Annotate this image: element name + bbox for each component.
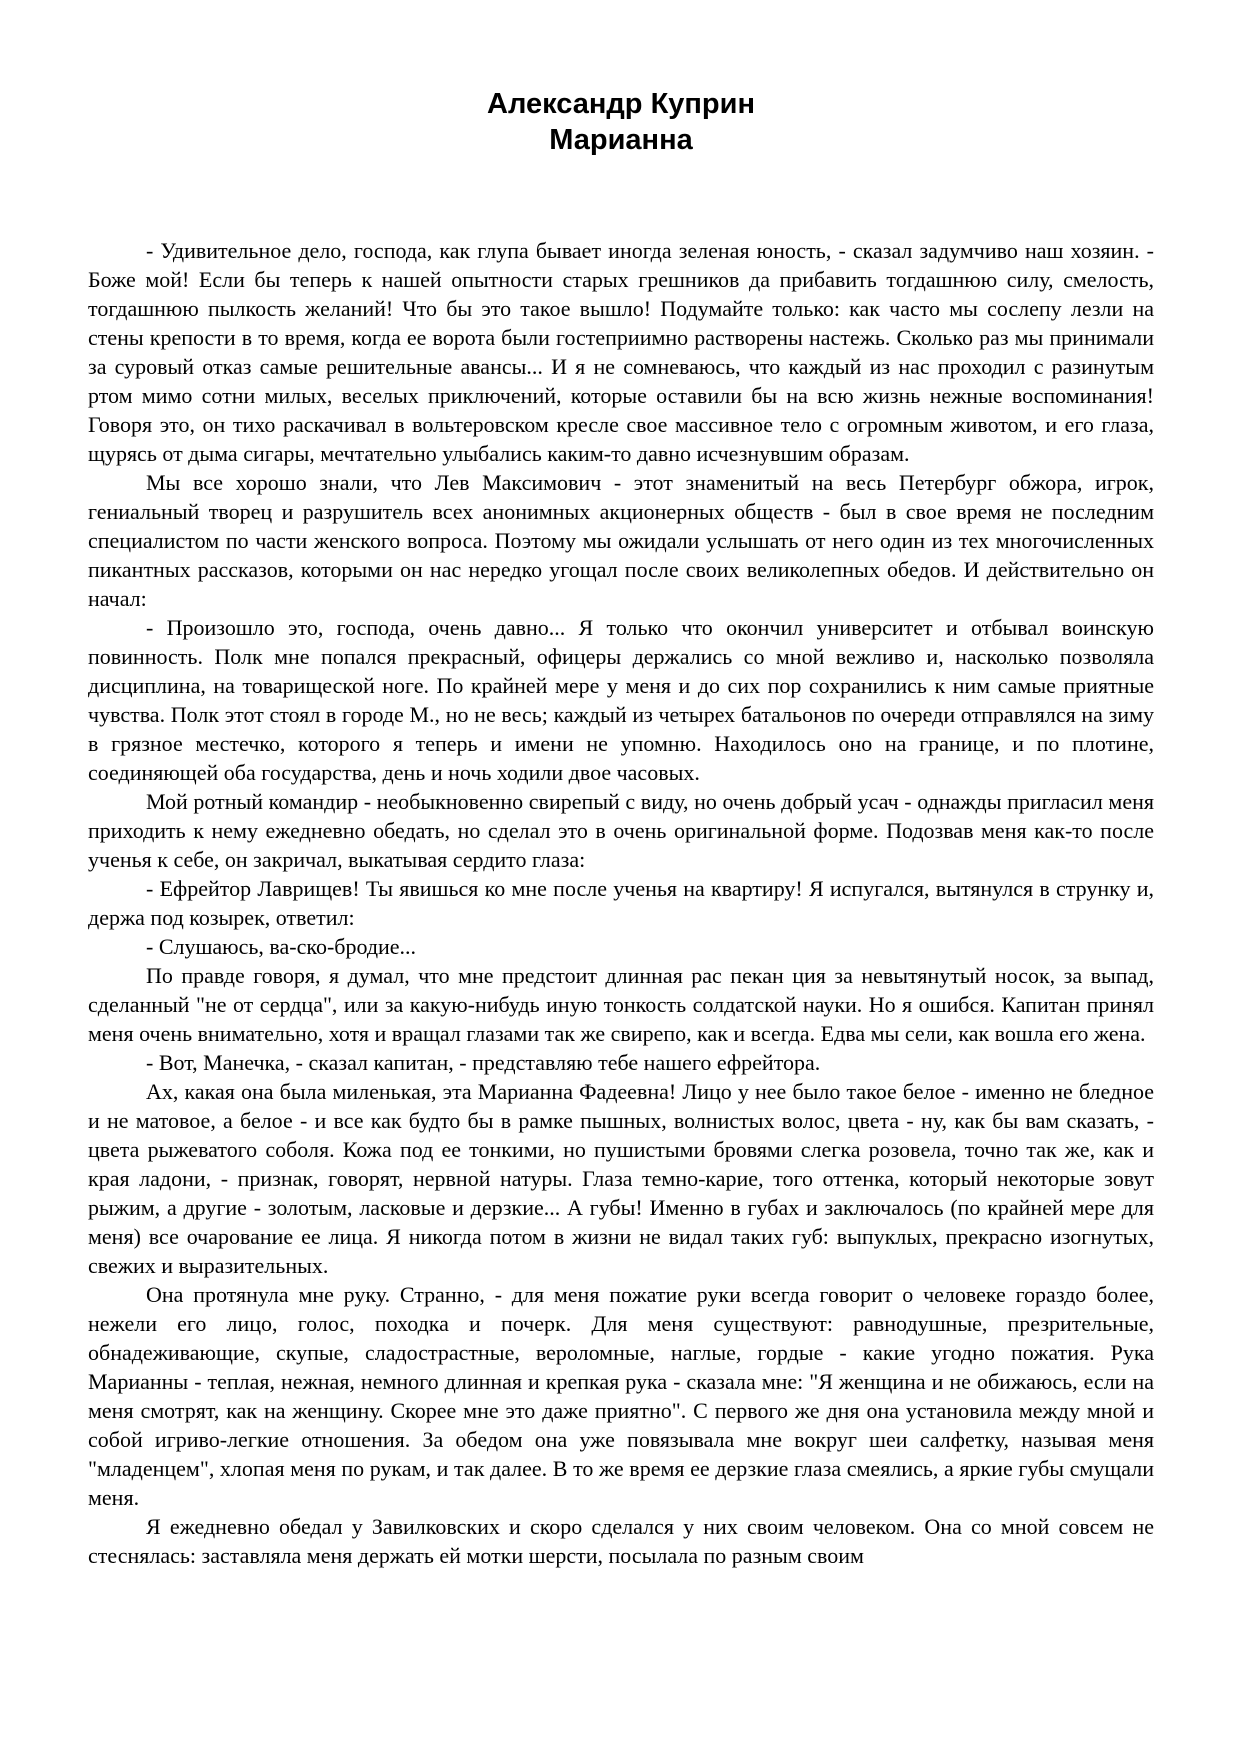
author-name: Александр Куприн <box>487 88 755 120</box>
paragraph: - Произошло это, господа, очень давно... Я только что окончил университет и отбывал воинскую повинность. Полк мне попался прекрасный, офицеры держались со мной вежливо и, насколько позволяла дисциплина, на товарищеской ноге. По крайней мере у меня и до сих пор сохранились к ним самые приятные чувства. Полк этот стоял в городе М., но не весь; каждый из четырех батальонов по очереди отправлялся на зиму в грязное местечко, которого я теперь и имени не упомню. Находилось оно на границе, и по плотине, соединяющей оба государства, день и ночь ходили двое часовых. <box>88 615 1154 785</box>
paragraph: Мы все хорошо знали, что Лев Максимович - этот знаменитый на весь Петербург обжора, игрок, гениальный творец и разрушитель всех анонимных акционерных обществ - был в свое время не последним специалистом по части женского вопроса. Поэтому мы ожидали услышать от него один из тех многочисленных пикантных рассказов, которыми он нас нередко угощал после своих великолепных обедов. И действительно он начал: <box>88 470 1154 611</box>
paragraph: - Слушаюсь, ва-ско-бродие... <box>146 934 417 959</box>
paragraph: Мой ротный командир - необыкновенно свирепый с виду, но очень добрый усач - однажды пригласил меня приходить к нему ежедневно обедать, но сделал это в очень оригинальной форме. Подозвав меня как-то после ученья к себе, он закричал, выкатывая сердито глаза: <box>88 789 1154 872</box>
paragraph: По правде говоря, я думал, что мне предстоит длинная рас пекан ция за невытянутый носок, за выпад, сделанный "не от сердца", или за какую-нибудь иную тонкость солдатской науки. Но я ошибся. Капитан принял меня очень внимательно, хотя и вращал глазами так же свирепо, как и всегда. Едва мы сели, как вошла его жена. <box>88 963 1154 1046</box>
document-page <box>88 86 1154 1570</box>
paragraph: Ах, какая она была миленькая, эта Марианна Фадеевна! Лицо у нее было такое белое - именно не бледное и не матовое, а белое - и все как будто бы в рамке пышных, волнистых волос, цвета - ну, как бы вам сказать, - цвета рыжеватого соболя. Кожа под ее тонкими, но пушистыми бровями слегка розовела, точно так же, как и края ладони, - признак, говорят, нервной натуры. Глаза темно-карие, того оттенка, который некоторые зовут рыжим, а другие - золотым, ласковые и дерзкие... А губы! Именно в губах и заключалось (по крайней мере для меня) все очарование ее лица. Я никогда потом в жизни не видал таких губ: выпуклых, прекрасно изогнутых, свежих и выразительных. <box>88 1079 1154 1278</box>
paragraph: - Удивительное дело, господа, как глупа бывает иногда зеленая юность, - сказал задумчиво наш хозяин. - Боже мой! Если бы теперь к нашей опытности старых грешников да прибавить тогдашнюю силу, смелость, тогдашнюю пылкость желаний! Что бы это такое вышло! Подумайте только: как часто мы сослепу лезли на стены крепости в то время, когда ее ворота были гостеприимно растворены настежь. Сколько раз мы принимали за суровый отказ самые решительные авансы... И я не сомневаюсь, что каждый из нас проходил с разинутым ртом мимо сотни милых, веселых приключений, которые оставили бы на всю жизнь нежные воспоминания! Говоря это, он тихо раскачивал в вольтеровском кресле свое массивное тело с огромным животом, и его глаза, щурясь от дыма сигары, мечтательно улыбались каким-то давно исчезнувшим образам. <box>88 238 1154 466</box>
document-header <box>88 86 1154 158</box>
paragraph: - Вот, Манечка, - сказал капитан, - представляю тебе нашего ефрейтора. <box>146 1050 821 1075</box>
story-title: Марианна <box>549 124 693 156</box>
story-body <box>88 236 1154 1570</box>
paragraph: - Ефрейтор Лаврищев! Ты явишься ко мне после ученья на квартиру! Я испугался, вытянулся в струнку и, держа под козырек, ответил: <box>88 876 1154 930</box>
paragraph: Я ежедневно обедал у Завилковских и скоро сделался у них своим человеком. Она со мной совсем не стеснялась: заставляла меня держать ей мотки шерсти, посылала по разным своим <box>88 1514 1154 1568</box>
paragraph: Она протянула мне руку. Странно, - для меня пожатие руки всегда говорит о человеке гораздо более, нежели его лицо, голос, походка и почерк. Для меня существуют: равнодушные, презрительные, обнадеживающие, скупые, сладострастные, вероломные, наглые, гордые - какие угодно пожатия. Рука Марианны - теплая, нежная, немного длинная и крепкая рука - сказала мне: "Я женщина и не обижаюсь, если на меня смотрят, как на женщину. Скорее мне это даже приятно". С первого же дня она установила между мной и собой игриво-легкие отношения. За обедом она уже повязывала мне вокруг шеи салфетку, называя меня "младенцем", хлопая меня по рукам, и так далее. В то же время ее дерзкие глаза смеялись, а яркие губы смущали меня. <box>88 1282 1154 1510</box>
